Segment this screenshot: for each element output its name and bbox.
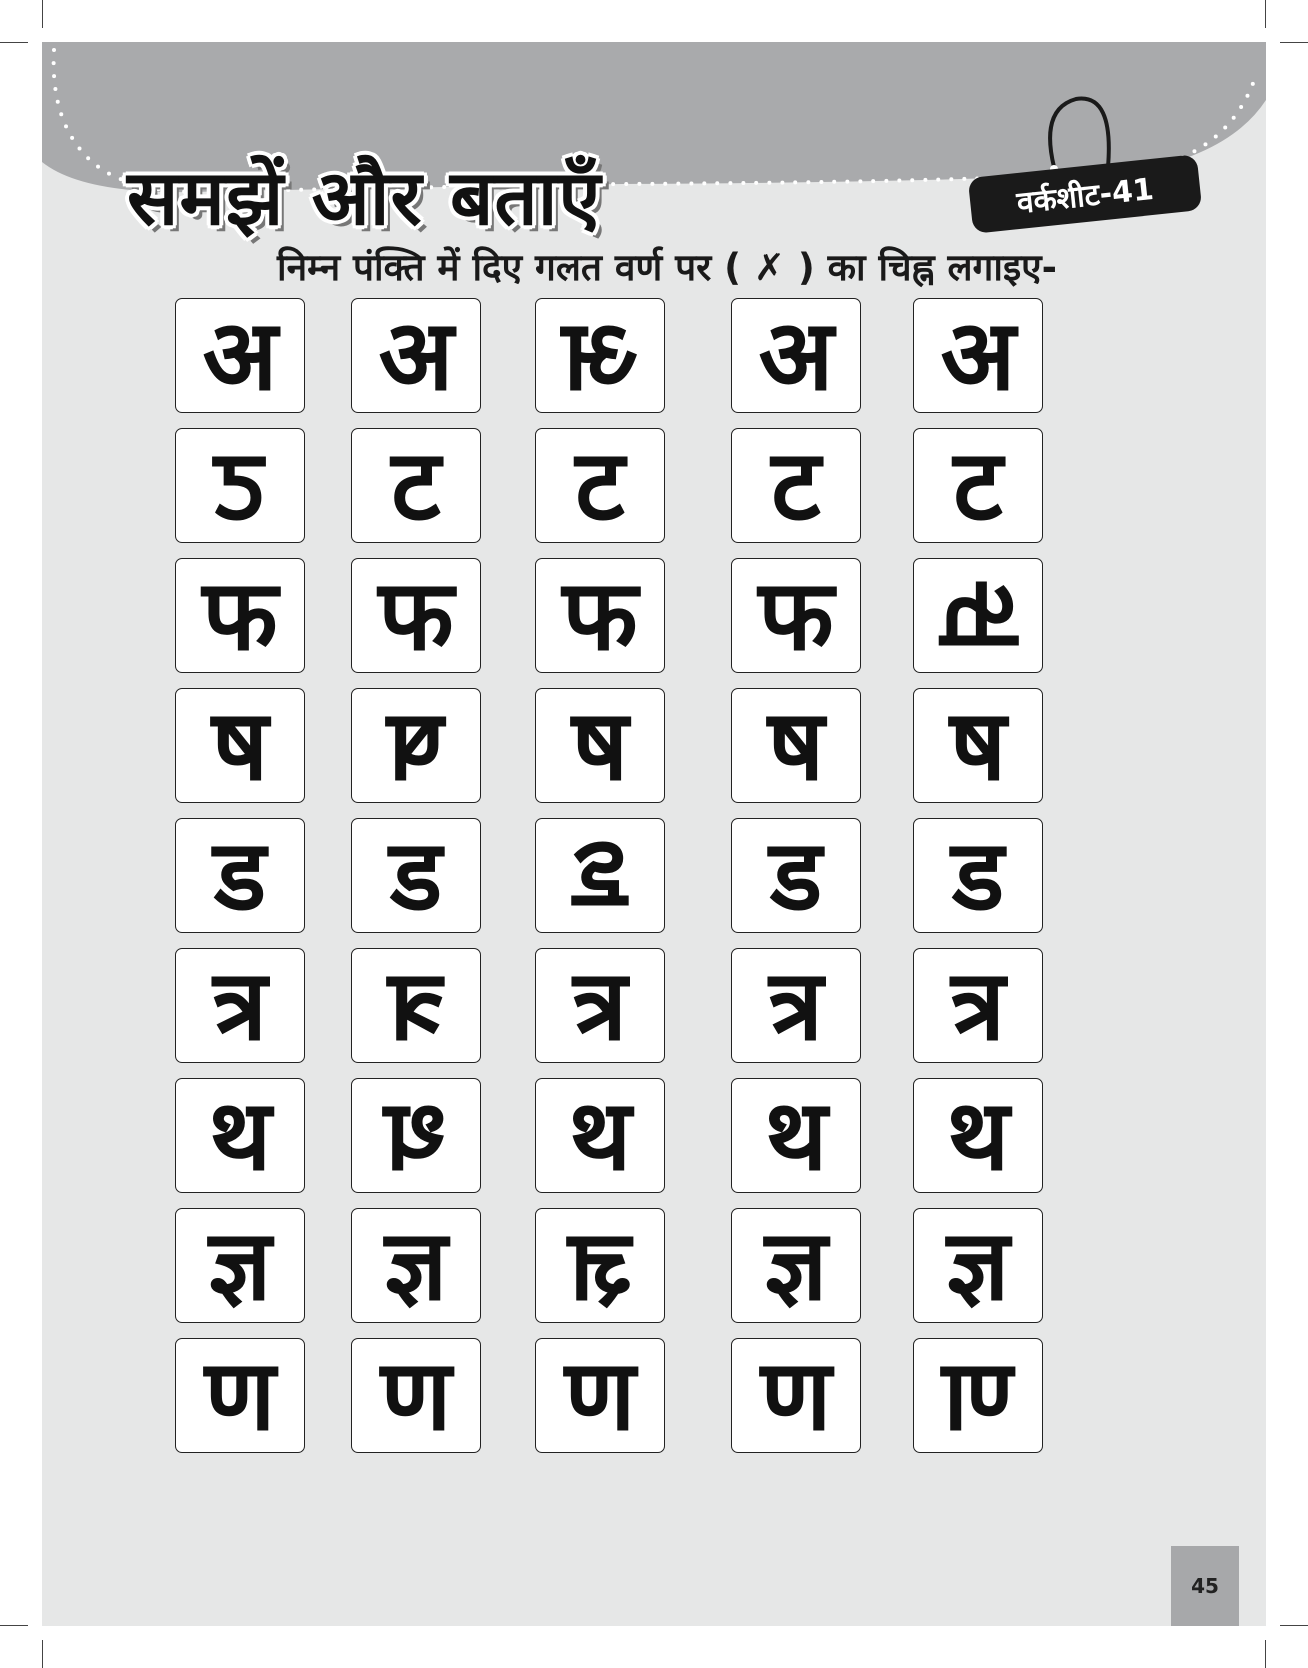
letter-glyph: त्र — [388, 948, 444, 1063]
worksheet-page — [42, 42, 1266, 1626]
crop-mark — [0, 1625, 28, 1626]
letter-tile[interactable] — [175, 558, 305, 673]
letter-glyph: ट — [575, 428, 625, 543]
letter-tile[interactable] — [175, 1338, 305, 1453]
letter-glyph: अ — [378, 298, 454, 413]
letter-tile[interactable] — [351, 948, 481, 1063]
letter-tile[interactable] — [731, 1078, 861, 1193]
letter-tile[interactable] — [351, 818, 481, 933]
letter-glyph: ष — [211, 688, 269, 803]
letter-tile[interactable] — [731, 558, 861, 673]
letter-tile[interactable] — [351, 1338, 481, 1453]
letter-glyph: ट — [771, 428, 821, 543]
letter-glyph: ज्ञ — [568, 1208, 632, 1323]
crop-mark — [1280, 1625, 1308, 1626]
letter-glyph: फ — [758, 558, 834, 673]
letter-glyph: फ — [940, 558, 1016, 673]
crop-mark — [0, 42, 28, 43]
letter-tile[interactable] — [535, 298, 665, 413]
letter-tile[interactable] — [175, 948, 305, 1063]
letter-tile[interactable] — [351, 558, 481, 673]
crop-mark — [42, 0, 43, 28]
letter-tile[interactable] — [175, 688, 305, 803]
letter-glyph: ष — [767, 688, 825, 803]
letter-tile[interactable] — [731, 948, 861, 1063]
letter-tile[interactable] — [731, 1208, 861, 1323]
letter-tile[interactable] — [535, 818, 665, 933]
letter-tile[interactable] — [535, 558, 665, 673]
letter-glyph: ड — [389, 818, 443, 933]
letter-glyph: ज्ञ — [208, 1208, 272, 1323]
letter-glyph: ट — [953, 428, 1003, 543]
letter-glyph: फ — [202, 558, 278, 673]
letter-tile[interactable] — [913, 1208, 1043, 1323]
letter-tile[interactable] — [175, 298, 305, 413]
letter-glyph: ष — [949, 688, 1007, 803]
letter-tile[interactable] — [731, 298, 861, 413]
letter-glyph: त्र — [950, 948, 1006, 1063]
letter-glyph: त्र — [212, 948, 268, 1063]
letter-tile[interactable] — [351, 298, 481, 413]
letter-tile[interactable] — [731, 428, 861, 543]
letter-tile[interactable] — [535, 1208, 665, 1323]
letter-glyph: ण — [942, 1338, 1014, 1453]
letter-glyph: ज्ञ — [384, 1208, 448, 1323]
letter-tile[interactable] — [731, 688, 861, 803]
letter-tile[interactable] — [913, 428, 1043, 543]
letter-tile[interactable] — [731, 1338, 861, 1453]
crop-mark — [1280, 42, 1308, 43]
letter-glyph: अ — [940, 298, 1016, 413]
letter-glyph: थ — [208, 1078, 272, 1193]
letter-tile[interactable] — [731, 818, 861, 933]
letter-glyph: ड — [951, 818, 1005, 933]
letter-glyph: ष — [571, 688, 629, 803]
letter-glyph: ज्ञ — [946, 1208, 1010, 1323]
letter-glyph: ड — [573, 818, 627, 933]
letter-tile[interactable] — [351, 688, 481, 803]
letter-glyph: फ — [562, 558, 638, 673]
letter-glyph: ट — [391, 428, 441, 543]
letter-tile[interactable] — [913, 1078, 1043, 1193]
letter-tile[interactable] — [535, 428, 665, 543]
letter-tile[interactable] — [913, 558, 1043, 673]
letter-glyph: ज्ञ — [764, 1208, 828, 1323]
letter-tile[interactable] — [535, 1338, 665, 1453]
page-title: समझें और बताएँ — [127, 153, 602, 242]
letter-glyph: त्र — [768, 948, 824, 1063]
letter-glyph: अ — [758, 298, 834, 413]
instruction-text: निम्न पंक्ति में दिए गलत वर्ण पर ( ✗ ) का चिह्न लगाइए- — [277, 246, 1057, 289]
letter-glyph: ड — [213, 818, 267, 933]
letter-glyph: ण — [760, 1338, 832, 1453]
letter-tile[interactable] — [913, 818, 1043, 933]
letter-tile[interactable] — [351, 428, 481, 543]
letter-glyph: अ — [202, 298, 278, 413]
letter-glyph: ण — [204, 1338, 276, 1453]
crop-mark — [1265, 0, 1266, 28]
letter-tile[interactable] — [535, 948, 665, 1063]
crop-mark — [1265, 1640, 1266, 1668]
letter-glyph: अ — [562, 298, 638, 413]
letter-glyph: थ — [568, 1078, 632, 1193]
letter-glyph: ष — [387, 688, 445, 803]
letter-glyph: ट — [215, 428, 265, 543]
letter-tile[interactable] — [175, 428, 305, 543]
letter-tile[interactable] — [351, 1208, 481, 1323]
letter-glyph: ड — [769, 818, 823, 933]
worksheet-badge: वर्कशीट-41 — [968, 154, 1203, 234]
letter-tile[interactable] — [913, 1338, 1043, 1453]
letter-glyph: थ — [384, 1078, 448, 1193]
letter-tile[interactable] — [913, 298, 1043, 413]
letter-tile[interactable] — [913, 948, 1043, 1063]
crop-mark — [42, 1640, 43, 1668]
letter-glyph: ण — [564, 1338, 636, 1453]
letter-tile[interactable] — [535, 1078, 665, 1193]
letter-glyph: त्र — [572, 948, 628, 1063]
letter-glyph: थ — [946, 1078, 1010, 1193]
letter-glyph: फ — [378, 558, 454, 673]
letter-tile[interactable] — [913, 688, 1043, 803]
letter-glyph: थ — [764, 1078, 828, 1193]
letter-tile[interactable] — [175, 818, 305, 933]
letter-tile[interactable] — [535, 688, 665, 803]
letter-tile[interactable] — [351, 1078, 481, 1193]
page-number: 45 — [1191, 1574, 1219, 1598]
letter-glyph: ण — [380, 1338, 452, 1453]
letter-tile[interactable] — [175, 1078, 305, 1193]
letter-tile[interactable] — [175, 1208, 305, 1323]
